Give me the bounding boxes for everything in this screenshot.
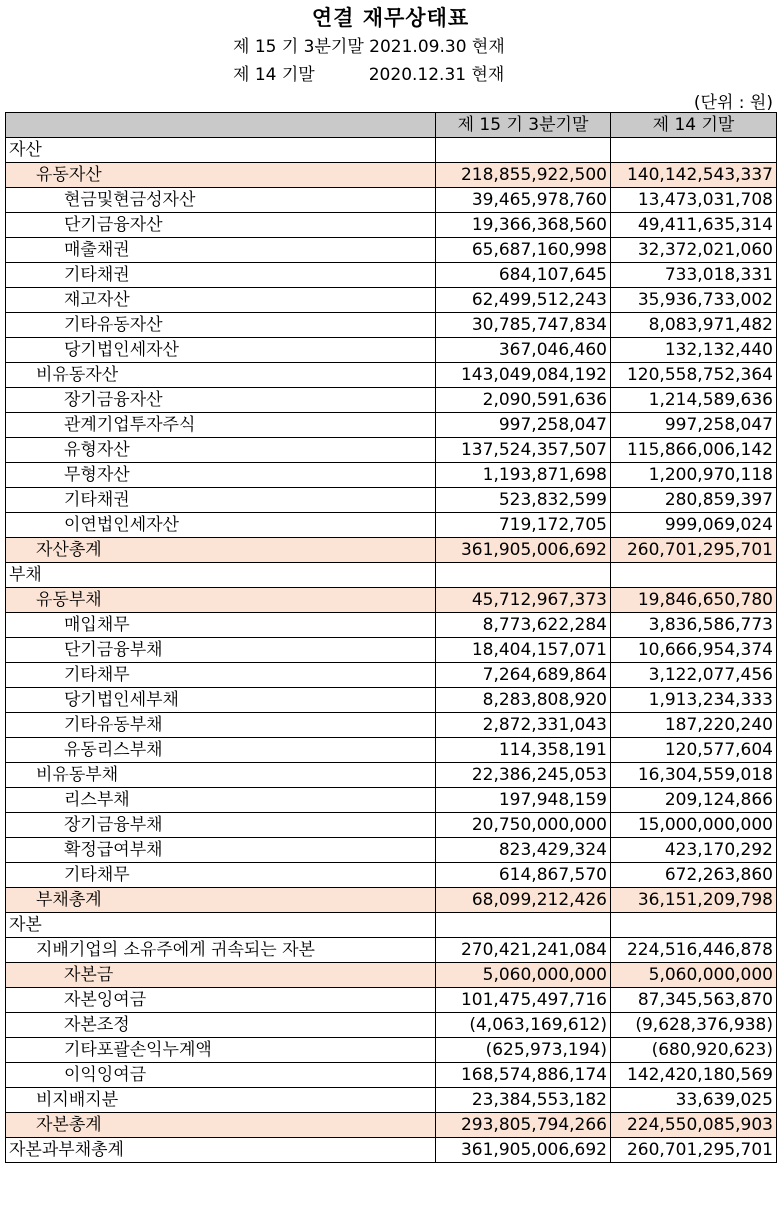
table-row bbox=[6, 813, 777, 838]
account-label: 자본금 bbox=[6, 963, 436, 988]
prior-period-value: 35,936,733,002 bbox=[611, 288, 777, 313]
prior-period-value: 3,836,586,773 bbox=[611, 613, 777, 638]
account-label: 기타채권 bbox=[6, 263, 436, 288]
prior-period-value: 140,142,543,337 bbox=[611, 163, 777, 188]
table-row bbox=[6, 1063, 777, 1088]
prior-period-value: 13,473,031,708 bbox=[611, 188, 777, 213]
account-label: 이익잉여금 bbox=[6, 1063, 436, 1088]
prior-period-value: 16,304,559,018 bbox=[611, 763, 777, 788]
account-label: 자본조정 bbox=[6, 1013, 436, 1038]
account-label: 리스부채 bbox=[6, 788, 436, 813]
prior-period-value: 33,639,025 bbox=[611, 1088, 777, 1113]
table-row bbox=[6, 138, 777, 163]
account-label: 자본과부채총계 bbox=[6, 1138, 436, 1163]
account-label: 매입채무 bbox=[6, 613, 436, 638]
table-row bbox=[6, 1138, 777, 1163]
prior-period-value: 260,701,295,701 bbox=[611, 1138, 777, 1163]
prior-period-value bbox=[611, 563, 777, 588]
table-row bbox=[6, 488, 777, 513]
table-row bbox=[6, 963, 777, 988]
table-row bbox=[6, 463, 777, 488]
account-label: 확정급여부채 bbox=[6, 838, 436, 863]
table-row bbox=[6, 563, 777, 588]
current-period-value: 197,948,159 bbox=[436, 788, 611, 813]
account-label: 부채 bbox=[6, 563, 436, 588]
prior-period-value: 5,060,000,000 bbox=[611, 963, 777, 988]
account-label: 장기금융부채 bbox=[6, 813, 436, 838]
prior-period-value: 132,132,440 bbox=[611, 338, 777, 363]
prior-period-value: 15,000,000,000 bbox=[611, 813, 777, 838]
table-row bbox=[6, 1088, 777, 1113]
prior-period-value: 3,122,077,456 bbox=[611, 663, 777, 688]
prior-period-value: 672,263,860 bbox=[611, 863, 777, 888]
current-period-value: 361,905,006,692 bbox=[436, 538, 611, 563]
table-row bbox=[6, 888, 777, 913]
header-account bbox=[6, 113, 436, 138]
prior-period-value: 280,859,397 bbox=[611, 488, 777, 513]
account-label: 당기법인세부채 bbox=[6, 688, 436, 713]
current-period-value: 19,366,368,560 bbox=[436, 213, 611, 238]
table-row bbox=[6, 313, 777, 338]
prior-period-value: 19,846,650,780 bbox=[611, 588, 777, 613]
current-period-value: 143,049,084,192 bbox=[436, 363, 611, 388]
account-label: 이연법인세자산 bbox=[6, 513, 436, 538]
table-row bbox=[6, 988, 777, 1013]
account-label: 무형자산 bbox=[6, 463, 436, 488]
current-period-value: 823,429,324 bbox=[436, 838, 611, 863]
table-row bbox=[6, 1038, 777, 1063]
current-period-value: 719,172,705 bbox=[436, 513, 611, 538]
current-period-value: 218,855,922,500 bbox=[436, 163, 611, 188]
table-row bbox=[6, 263, 777, 288]
current-period-value: 293,805,794,266 bbox=[436, 1113, 611, 1138]
prior-period-value: 999,069,024 bbox=[611, 513, 777, 538]
account-label: 단기금융부채 bbox=[6, 638, 436, 663]
current-period-value: 62,499,512,243 bbox=[436, 288, 611, 313]
prior-period-value bbox=[611, 913, 777, 938]
header-current-period: 제 15 기 3분기말 bbox=[436, 113, 611, 138]
table-row bbox=[6, 738, 777, 763]
current-period-value bbox=[436, 563, 611, 588]
prior-period-value: 115,866,006,142 bbox=[611, 438, 777, 463]
account-label: 유동리스부채 bbox=[6, 738, 436, 763]
prior-period-value: 423,170,292 bbox=[611, 838, 777, 863]
account-label: 현금및현금성자산 bbox=[6, 188, 436, 213]
prior-period-value bbox=[611, 138, 777, 163]
account-label: 기타포괄손익누계액 bbox=[6, 1038, 436, 1063]
prior-period-value: 120,558,752,364 bbox=[611, 363, 777, 388]
prior-period-value: 120,577,604 bbox=[611, 738, 777, 763]
current-period-value: 45,712,967,373 bbox=[436, 588, 611, 613]
table-row bbox=[6, 613, 777, 638]
current-period-value: 68,099,212,426 bbox=[436, 888, 611, 913]
current-period-value: (4,063,169,612) bbox=[436, 1013, 611, 1038]
prior-period-value: 1,913,234,333 bbox=[611, 688, 777, 713]
current-period-value bbox=[436, 138, 611, 163]
account-label: 지배기업의 소유주에게 귀속되는 자본 bbox=[6, 938, 436, 963]
account-label: 자본총계 bbox=[6, 1113, 436, 1138]
statement-title: 연결 재무상태표 bbox=[311, 6, 470, 30]
prior-period-value: 49,411,635,314 bbox=[611, 213, 777, 238]
table-row bbox=[6, 663, 777, 688]
current-period-value: 523,832,599 bbox=[436, 488, 611, 513]
table-row bbox=[6, 1013, 777, 1038]
current-period-value: 270,421,241,084 bbox=[436, 938, 611, 963]
current-period-value: 5,060,000,000 bbox=[436, 963, 611, 988]
account-label: 비유동자산 bbox=[6, 363, 436, 388]
current-period-value: 23,384,553,182 bbox=[436, 1088, 611, 1113]
unit-label: (단위 : 원) bbox=[693, 93, 773, 113]
current-period-value: (625,973,194) bbox=[436, 1038, 611, 1063]
account-label: 유형자산 bbox=[6, 438, 436, 463]
table-row bbox=[6, 863, 777, 888]
prior-period-line: 제 14 기말 2020.12.31 현재 bbox=[233, 65, 505, 85]
current-period-value: 22,386,245,053 bbox=[436, 763, 611, 788]
table-row bbox=[6, 338, 777, 363]
current-period-value: 65,687,160,998 bbox=[436, 238, 611, 263]
current-period-value: 7,264,689,864 bbox=[436, 663, 611, 688]
account-label: 자산총계 bbox=[6, 538, 436, 563]
account-label: 기타채무 bbox=[6, 863, 436, 888]
account-label: 관계기업투자주식 bbox=[6, 413, 436, 438]
table-row bbox=[6, 363, 777, 388]
table-body bbox=[6, 138, 777, 1163]
table-row bbox=[6, 388, 777, 413]
table-row bbox=[6, 838, 777, 863]
current-period-line: 제 15 기 3분기말 2021.09.30 현재 bbox=[233, 37, 505, 57]
current-period-value: 20,750,000,000 bbox=[436, 813, 611, 838]
current-period-value: 684,107,645 bbox=[436, 263, 611, 288]
account-label: 자본잉여금 bbox=[6, 988, 436, 1013]
account-label: 유동자산 bbox=[6, 163, 436, 188]
account-label: 자본 bbox=[6, 913, 436, 938]
table-row bbox=[6, 163, 777, 188]
prior-period-value: 187,220,240 bbox=[611, 713, 777, 738]
table-row bbox=[6, 913, 777, 938]
account-label: 비유동부채 bbox=[6, 763, 436, 788]
account-label: 당기법인세자산 bbox=[6, 338, 436, 363]
prior-period-value: (9,628,376,938) bbox=[611, 1013, 777, 1038]
prior-period-value: 733,018,331 bbox=[611, 263, 777, 288]
current-period-value: 367,046,460 bbox=[436, 338, 611, 363]
prior-period-value: 142,420,180,569 bbox=[611, 1063, 777, 1088]
current-period-value: 30,785,747,834 bbox=[436, 313, 611, 338]
table-row bbox=[6, 788, 777, 813]
account-label: 비지배지분 bbox=[6, 1088, 436, 1113]
account-label: 유동부채 bbox=[6, 588, 436, 613]
current-period-value bbox=[436, 913, 611, 938]
table-row bbox=[6, 288, 777, 313]
current-period-value: 2,872,331,043 bbox=[436, 713, 611, 738]
prior-period-value: 224,516,446,878 bbox=[611, 938, 777, 963]
prior-period-value: 224,550,085,903 bbox=[611, 1113, 777, 1138]
prior-period-value: 1,200,970,118 bbox=[611, 463, 777, 488]
account-label: 매출채권 bbox=[6, 238, 436, 263]
current-period-value: 361,905,006,692 bbox=[436, 1138, 611, 1163]
header-row bbox=[6, 113, 777, 138]
prior-period-value: 10,666,954,374 bbox=[611, 638, 777, 663]
account-label: 장기금융자산 bbox=[6, 388, 436, 413]
account-label: 기타유동부채 bbox=[6, 713, 436, 738]
current-period-value: 39,465,978,760 bbox=[436, 188, 611, 213]
current-period-value: 997,258,047 bbox=[436, 413, 611, 438]
table-row bbox=[6, 513, 777, 538]
current-period-value: 8,773,622,284 bbox=[436, 613, 611, 638]
table-row bbox=[6, 938, 777, 963]
current-period-value: 18,404,157,071 bbox=[436, 638, 611, 663]
current-period-value: 614,867,570 bbox=[436, 863, 611, 888]
table-row bbox=[6, 188, 777, 213]
account-label: 기타채권 bbox=[6, 488, 436, 513]
table-row bbox=[6, 238, 777, 263]
table-row bbox=[6, 638, 777, 663]
account-label: 기타채무 bbox=[6, 663, 436, 688]
table-row bbox=[6, 538, 777, 563]
prior-period-value: 260,701,295,701 bbox=[611, 538, 777, 563]
prior-period-value: 87,345,563,870 bbox=[611, 988, 777, 1013]
prior-period-value: 32,372,021,060 bbox=[611, 238, 777, 263]
table-row bbox=[6, 1113, 777, 1138]
account-label: 재고자산 bbox=[6, 288, 436, 313]
prior-period-value: 997,258,047 bbox=[611, 413, 777, 438]
table-row bbox=[6, 213, 777, 238]
account-label: 자산 bbox=[6, 138, 436, 163]
table-row bbox=[6, 588, 777, 613]
current-period-value: 114,358,191 bbox=[436, 738, 611, 763]
table-row bbox=[6, 713, 777, 738]
account-label: 기타유동자산 bbox=[6, 313, 436, 338]
prior-period-value: 8,083,971,482 bbox=[611, 313, 777, 338]
current-period-value: 137,524,357,507 bbox=[436, 438, 611, 463]
current-period-value: 1,193,871,698 bbox=[436, 463, 611, 488]
prior-period-value: 209,124,866 bbox=[611, 788, 777, 813]
table-row bbox=[6, 763, 777, 788]
current-period-value: 2,090,591,636 bbox=[436, 388, 611, 413]
current-period-value: 168,574,886,174 bbox=[436, 1063, 611, 1088]
account-label: 부채총계 bbox=[6, 888, 436, 913]
table-row bbox=[6, 438, 777, 463]
header-prior-period: 제 14 기말 bbox=[611, 113, 777, 138]
table-row bbox=[6, 688, 777, 713]
account-label: 단기금융자산 bbox=[6, 213, 436, 238]
table-row bbox=[6, 413, 777, 438]
current-period-value: 101,475,497,716 bbox=[436, 988, 611, 1013]
balance-sheet-table bbox=[5, 112, 777, 1163]
current-period-value: 8,283,808,920 bbox=[436, 688, 611, 713]
prior-period-value: (680,920,623) bbox=[611, 1038, 777, 1063]
prior-period-value: 36,151,209,798 bbox=[611, 888, 777, 913]
prior-period-value: 1,214,589,636 bbox=[611, 388, 777, 413]
